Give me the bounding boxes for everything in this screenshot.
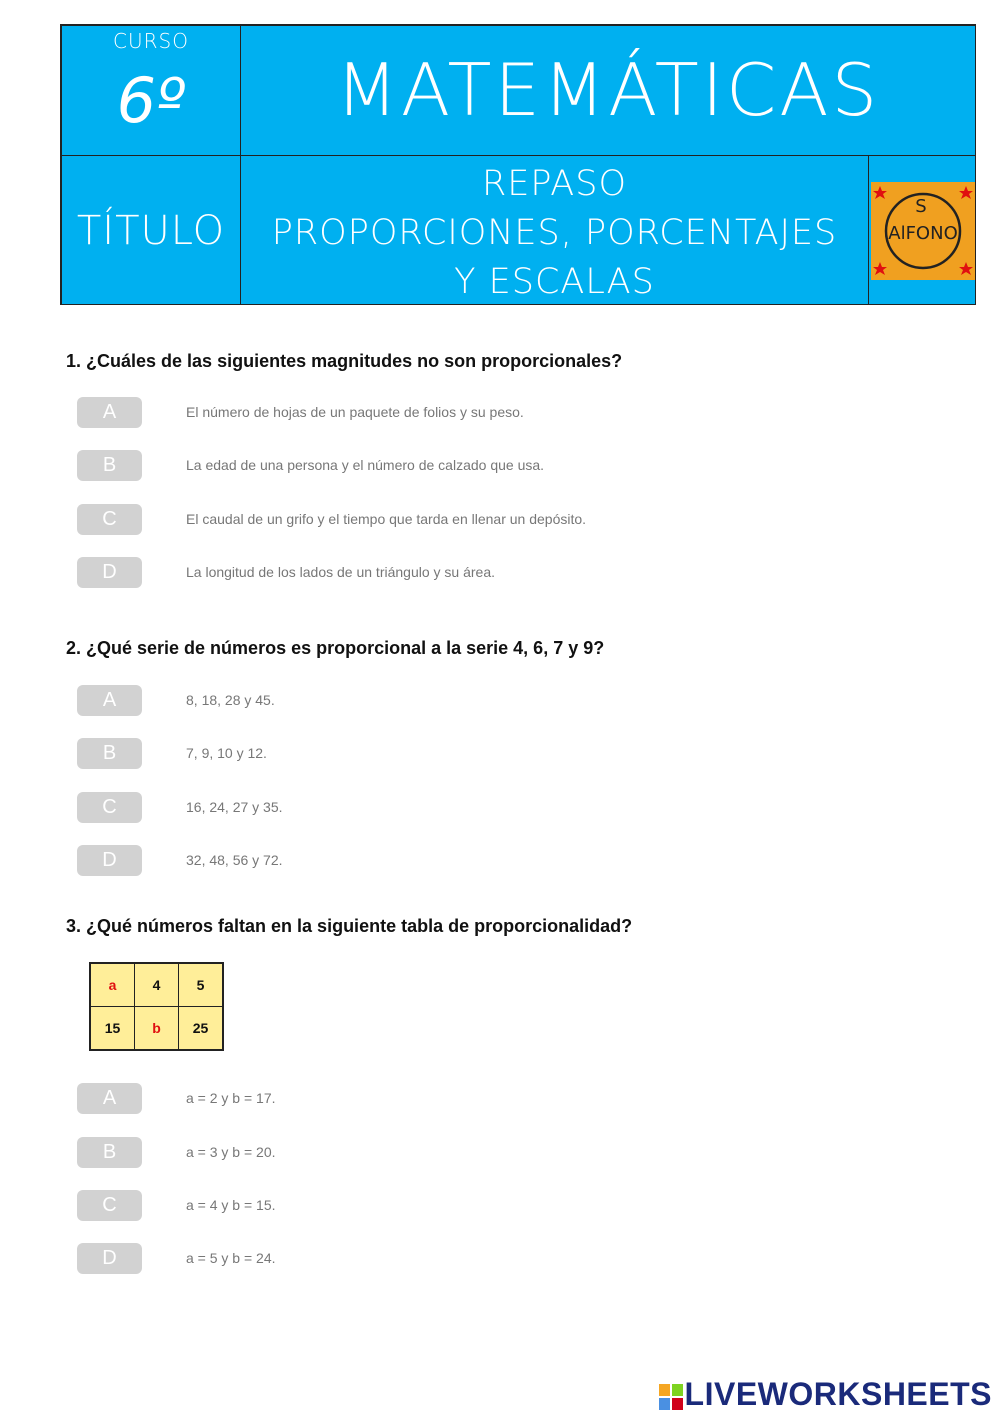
table-cell: 25 [179, 1007, 224, 1051]
subject-title: MATEMÁTICAS [335, 48, 881, 132]
logo-cell [868, 155, 976, 305]
proportionality-table [89, 962, 224, 1051]
svg-text:AlFONO: AlFONO [888, 223, 958, 244]
table-cell: 4 [135, 963, 179, 1007]
q3-option-b-button[interactable]: B [77, 1137, 142, 1168]
topic-line: Y ESCALAS [454, 262, 655, 302]
q2-option-a-text: 8, 18, 28 y 45. [186, 692, 275, 708]
topic-line: PROPORCIONES, PORCENTAJES [271, 213, 838, 253]
topic-line: REPASO [481, 164, 627, 204]
subject-cell [240, 25, 976, 156]
q1-option-a-button[interactable]: A [77, 397, 142, 428]
titulo-label: TÍTULO [76, 208, 226, 254]
curso-cell [61, 25, 241, 156]
header-table [60, 24, 976, 305]
q2-option-c-text: 16, 24, 27 y 35. [186, 799, 283, 815]
curso-value: 6º [116, 64, 186, 137]
question-1-title: 1. ¿Cuáles de las siguientes magnitudes no son proporcionales? [66, 351, 623, 371]
table-cell: b [135, 1007, 179, 1051]
school-logo-icon [871, 182, 975, 280]
liveworksheets-mark-icon [659, 1384, 683, 1410]
q2-option-d-text: 32, 48, 56 y 72. [186, 852, 283, 868]
q2-option-b-text: 7, 9, 10 y 12. [186, 745, 267, 761]
q1-option-d-button[interactable]: D [77, 557, 142, 588]
q1-option-b-button[interactable]: B [77, 450, 142, 481]
table-row [90, 1007, 223, 1051]
topic-title [241, 160, 868, 307]
q2-option-d-button[interactable]: D [77, 845, 142, 876]
titulo-cell [61, 155, 241, 305]
q2-option-b-button[interactable]: B [77, 738, 142, 769]
q1-option-b-text: La edad de una persona y el número de calzado que usa. [186, 457, 545, 473]
table-row [90, 963, 223, 1007]
question-2-title: 2. ¿Qué serie de números es proporcional a la serie 4, 6, 7 y 9? [66, 638, 605, 658]
table-cell: a [90, 963, 135, 1007]
q1-option-c-text: El caudal de un grifo y el tiempo que tarda en llenar un depósito. [186, 511, 587, 527]
q3-option-b-text: a = 3 y b = 20. [186, 1144, 276, 1160]
q3-option-c-button[interactable]: C [77, 1190, 142, 1221]
q1-option-c-button[interactable]: C [77, 504, 142, 535]
q1-option-d-text: La longitud de los lados de un triángulo y su área. [186, 564, 495, 580]
liveworksheets-brand-text: LIVEWORKSHEETS [684, 1376, 992, 1412]
q1-option-a-text: El número de hojas de un paquete de folios y su peso. [186, 404, 524, 420]
q3-option-c-text: a = 4 y b = 15. [186, 1197, 276, 1213]
table-cell: 15 [90, 1007, 135, 1051]
q3-option-d-text: a = 5 y b = 24. [186, 1250, 276, 1266]
q3-option-a-button[interactable]: A [77, 1083, 142, 1114]
question-3-title: 3. ¿Qué números faltan en la siguiente tabla de proporcionalidad? [66, 916, 633, 936]
topic-cell [240, 155, 869, 305]
q2-option-a-button[interactable]: A [77, 685, 142, 716]
liveworksheets-logo [659, 1376, 992, 1413]
q3-option-d-button[interactable]: D [77, 1243, 142, 1274]
q2-option-c-button[interactable]: C [77, 792, 142, 823]
svg-text:S: S [915, 196, 927, 217]
school-logo [871, 182, 975, 280]
table-cell: 5 [179, 963, 224, 1007]
curso-label: CURSO [113, 29, 189, 53]
q3-option-a-text: a = 2 y b = 17. [186, 1090, 276, 1106]
